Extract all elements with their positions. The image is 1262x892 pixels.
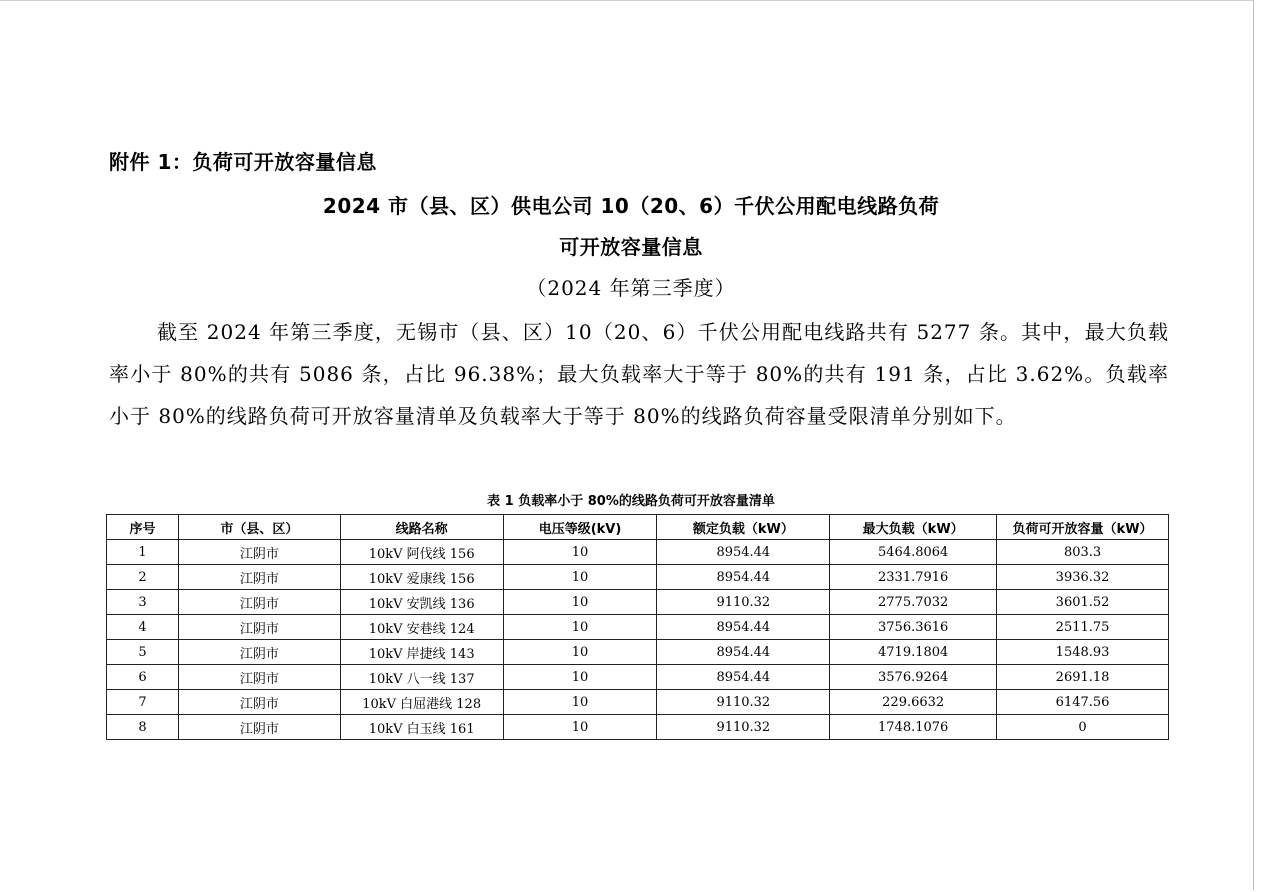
cell-line-name: 10kV 阿伐线 156 [340,540,503,565]
cell-line-name: 10kV 白玉线 161 [340,715,503,740]
cell-city: 江阴市 [178,565,340,590]
header-open-capacity: 负荷可开放容量（kW） [997,515,1169,540]
cell-city: 江阴市 [178,590,340,615]
cell-city: 江阴市 [178,540,340,565]
cell-max-load: 4719.1804 [830,640,997,665]
cell-max-load: 229.6632 [830,690,997,715]
cell-max-load: 5464.8064 [830,540,997,565]
table-row [107,615,1169,640]
cell-max-load: 2775.7032 [830,590,997,615]
cell-line-name: 10kV 安巷线 124 [340,615,503,640]
cell-rated-load: 8954.44 [657,665,830,690]
table-caption: 表 1 负载率小于 80%的线路负荷可开放容量清单 [487,494,775,509]
cell-index: 4 [107,615,179,640]
cell-voltage: 10 [503,590,657,615]
table-row [107,715,1169,740]
cell-city: 江阴市 [178,715,340,740]
attachment-heading: 附件 1：负荷可开放容量信息 [109,150,377,174]
cell-index: 1 [107,540,179,565]
cell-open-capacity: 0 [997,715,1169,740]
cell-voltage: 10 [503,715,657,740]
cell-city: 江阴市 [178,665,340,690]
cell-open-capacity: 803.3 [997,540,1169,565]
cell-index: 7 [107,690,179,715]
table-row [107,640,1169,665]
cell-line-name: 10kV 安凯线 136 [340,590,503,615]
quarter-subtitle: （2024 年第三季度） [526,276,736,300]
cell-line-name: 10kV 八一线 137 [340,665,503,690]
cell-index: 5 [107,640,179,665]
header-rated-load: 额定负载（kW） [657,515,830,540]
header-city: 市（县、区） [178,515,340,540]
cell-voltage: 10 [503,565,657,590]
cell-rated-load: 8954.44 [657,615,830,640]
cell-city: 江阴市 [178,640,340,665]
cell-open-capacity: 2691.18 [997,665,1169,690]
cell-max-load: 1748.1076 [830,715,997,740]
cell-open-capacity: 3601.52 [997,590,1169,615]
cell-index: 8 [107,715,179,740]
cell-max-load: 3576.9264 [830,665,997,690]
cell-open-capacity: 1548.93 [997,640,1169,665]
cell-voltage: 10 [503,615,657,640]
cell-rated-load: 8954.44 [657,640,830,665]
cell-city: 江阴市 [178,615,340,640]
table-row [107,565,1169,590]
document-title-line1: 2024 市（县、区）供电公司 10（20、6）千伏公用配电线路负荷 [322,194,940,218]
cell-voltage: 10 [503,540,657,565]
cell-index: 6 [107,665,179,690]
cell-rated-load: 9110.32 [657,715,830,740]
table-row [107,665,1169,690]
cell-rated-load: 8954.44 [657,565,830,590]
header-voltage: 电压等级(kV) [503,515,657,540]
cell-line-name: 10kV 岸捷线 143 [340,640,503,665]
summary-paragraph: 截至 2024 年第三季度，无锡市（县、区）10（20、6）千伏公用配电线路共有 5277 条。其中，最大负载率小于 80%的共有 5086 条，占比 96.38%；最大负载率大于等于 80%的共有 191 条，占比 3.62%。负载率小于 80%的线路负荷可开放容量清单及负载率大于等于 80%的线路负荷容量受限清单分别如下。 [109,320,1169,428]
cell-rated-load: 8954.44 [657,540,830,565]
cell-voltage: 10 [503,690,657,715]
cell-index: 3 [107,590,179,615]
cell-max-load: 2331.7916 [830,565,997,590]
header-max-load: 最大负载（kW） [830,515,997,540]
cell-rated-load: 9110.32 [657,590,830,615]
cell-max-load: 3756.3616 [830,615,997,640]
cell-line-name: 10kV 白屈港线 128 [340,690,503,715]
table-row [107,540,1169,565]
cell-city: 江阴市 [178,690,340,715]
cell-index: 2 [107,565,179,590]
cell-open-capacity: 2511.75 [997,615,1169,640]
table-header-row [107,515,1169,540]
cell-rated-load: 9110.32 [657,690,830,715]
table-row [107,590,1169,615]
cell-line-name: 10kV 爱康线 156 [340,565,503,590]
document-title-line2: 可开放容量信息 [559,235,703,259]
cell-voltage: 10 [503,640,657,665]
header-line-name: 线路名称 [340,515,503,540]
capacity-table [106,514,1169,740]
table-row [107,690,1169,715]
cell-open-capacity: 3936.32 [997,565,1169,590]
cell-open-capacity: 6147.56 [997,690,1169,715]
header-index: 序号 [107,515,179,540]
cell-voltage: 10 [503,665,657,690]
